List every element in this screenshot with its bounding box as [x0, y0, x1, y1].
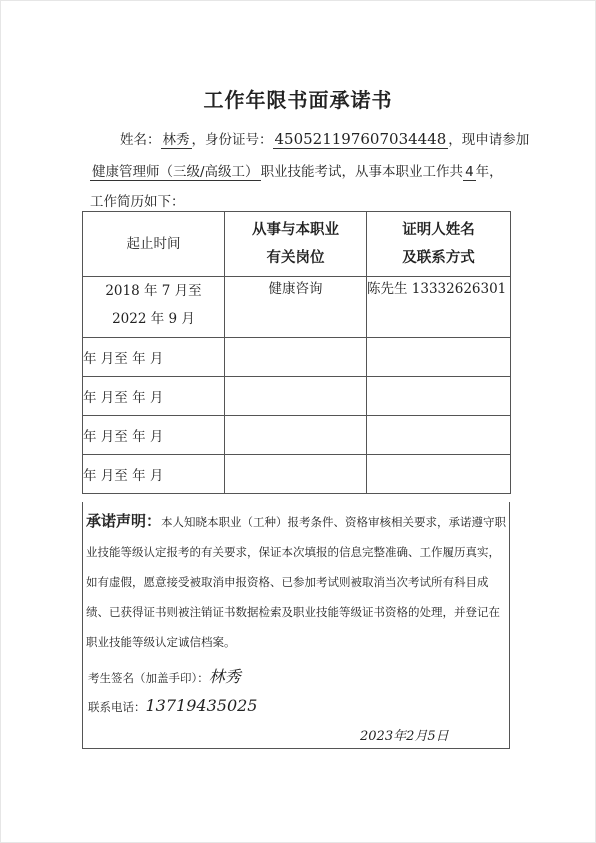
blank-cell: [225, 416, 367, 455]
document-title: 工作年限书面承诺书: [203, 88, 393, 112]
blank-period: 年 月至 年 月: [83, 455, 225, 494]
signature-field: [88, 664, 241, 687]
blank-period: 年 月至 年 月: [83, 377, 225, 416]
blank-cell: [367, 455, 511, 494]
header-position: [225, 212, 367, 277]
signed-date: 2023年2月5日: [360, 729, 449, 744]
filled-period-line-2: 2022 年 9 月: [112, 311, 195, 327]
header-witness-line-1: 证明人姓名: [402, 222, 475, 238]
years-value: 4: [465, 164, 474, 180]
table-row: [83, 455, 511, 494]
blank-period: 年 月至 年 月: [83, 416, 225, 455]
table-row: [83, 416, 511, 455]
phone-label: 联系电话：: [88, 700, 146, 714]
work-history-table: [82, 211, 511, 494]
blank-cell: [225, 455, 367, 494]
table-row: [83, 277, 511, 338]
name-value: 林秀: [162, 132, 190, 148]
table-header-row: [83, 212, 511, 277]
blank-cell: [225, 338, 367, 377]
header-position-line-2: 有关岗位: [266, 250, 325, 266]
intro-line-2: [90, 160, 503, 180]
years-unit: 年，: [475, 164, 503, 180]
blank-cell: [225, 377, 367, 416]
header-position-line-1: 从事与本职业: [252, 222, 339, 238]
phone-value: 13719435025: [145, 696, 258, 715]
filled-witness: 陈先生 13332626301: [367, 277, 511, 338]
filled-period: [83, 277, 225, 338]
blank-period: 年 月至 年 月: [83, 338, 225, 377]
id-number-value: 450521197607034448: [274, 130, 447, 148]
table-row: [83, 338, 511, 377]
exam-name: 健康管理师（三级/高级工）: [92, 164, 259, 180]
filled-period-line-1: 2018 年 7 月至: [105, 283, 202, 299]
promise-label: 承诺声明：: [86, 512, 162, 530]
blank-cell: [367, 416, 511, 455]
header-witness-line-2: 及联系方式: [402, 250, 475, 266]
phone-field: [88, 696, 257, 715]
signature-label: 考生签名（加盖手印）：: [88, 671, 209, 685]
blank-cell: [367, 377, 511, 416]
blank-cell: [367, 338, 511, 377]
header-period: 起止时间: [83, 212, 225, 277]
intro-line-1: [120, 128, 529, 148]
promise-body: 本人知晓本职业（工种）报考条件、资格审核相关要求，承诺遵守职业技能等级认定报考的有关要求，保证本次填报的信息完整准确、工作履历真实，如有虚假，愿意接受被取消申报资格、已参加考试则被取消当次考试所有科目成绩、已获得证书则被注销证书数据检索及职业技能等级证书资格的处理，并登记在职业技能等级认定诚信档案。: [86, 515, 507, 649]
signature-value: 林秀: [208, 667, 241, 686]
history-label: 工作简历如下：: [90, 194, 185, 210]
apply-text: ，现申请参加: [448, 132, 530, 148]
name-label: 姓名：: [120, 132, 161, 148]
id-label: ，身份证号：: [191, 132, 273, 148]
filled-position: 健康咨询: [225, 277, 367, 338]
exam-text: 职业技能考试，从事本职业工作共: [260, 164, 464, 180]
promise-statement: [86, 506, 506, 657]
table-row: [83, 377, 511, 416]
header-witness: [367, 212, 511, 277]
